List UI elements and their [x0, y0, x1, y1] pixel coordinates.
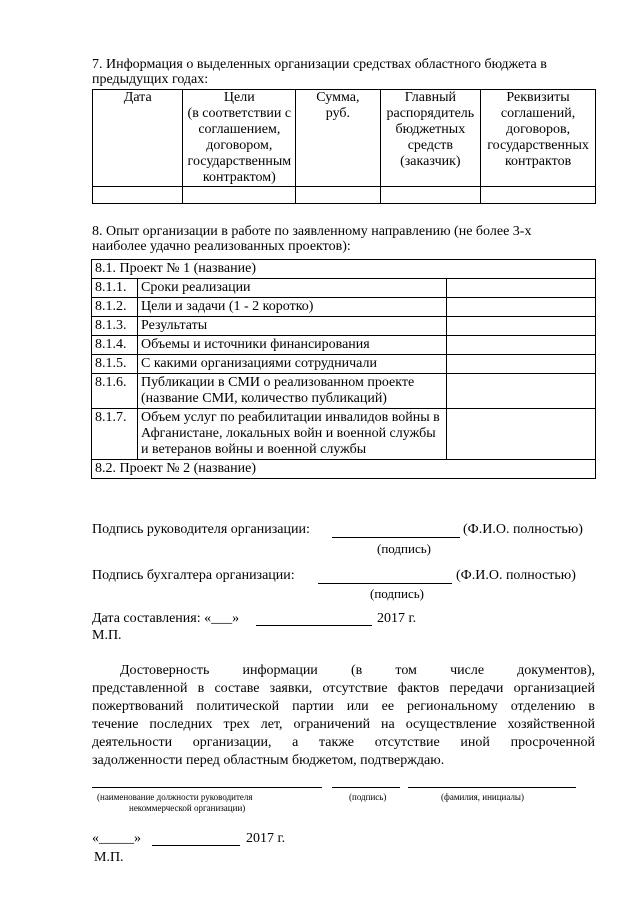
header-amount: Сумма, руб.: [296, 90, 380, 187]
certification-line3: пожертвований политической партии или ее региональному отделению в: [92, 699, 595, 714]
certification-line2: представленной в составе заявки, отсутствие фактов передачи организацией: [92, 681, 595, 696]
row-num: 8.1.1.: [92, 279, 138, 298]
section8-heading: [92, 224, 595, 254]
footer-date-open: «_____»: [92, 831, 141, 846]
caption-signature: (подпись): [349, 792, 387, 802]
certification-line6: задолженности перед областным бюджетом, подтверждаю.: [92, 753, 445, 768]
cell-date[interactable]: [93, 187, 183, 204]
row-label: С какими организациями сотрудничали: [138, 355, 447, 374]
row-num: 8.1.6.: [92, 374, 138, 409]
compile-date-label: Дата составления: «___»: [92, 611, 240, 626]
table-row: [92, 279, 596, 298]
footer-signature-line[interactable]: [332, 787, 400, 788]
stamp-place-2: М.П.: [94, 850, 124, 865]
row-value[interactable]: [447, 374, 596, 409]
project2-title: 8.2. Проект № 2 (название): [92, 460, 596, 479]
table-row: [92, 317, 596, 336]
project2-row: [92, 460, 596, 479]
section8-heading-line1: 8. Опыт организации в работе по заявленному направлению (не более 3-х: [92, 224, 532, 239]
caption-position: [97, 792, 253, 814]
row-label: Публикации в СМИ о реализованном проекте (название СМИ, количество публикаций): [138, 374, 447, 409]
cell-amount[interactable]: [296, 187, 380, 204]
head-signature-suffix: (Ф.И.О. полностью): [463, 522, 583, 537]
compile-date-year: 2017 г.: [377, 611, 417, 626]
row-num: 8.1.3.: [92, 317, 138, 336]
row-value[interactable]: [447, 298, 596, 317]
table-row: [93, 187, 596, 204]
caption-position-2: некоммерческой организации): [129, 803, 246, 813]
accountant-signature-line[interactable]: [318, 583, 452, 584]
row-value[interactable]: [447, 336, 596, 355]
section7-heading-line2: предыдущих годах:: [92, 72, 209, 87]
table-row: [92, 409, 596, 460]
budget-funds-table: [92, 89, 596, 204]
section8-heading-line2: наиболее удачно реализованных проектов):: [92, 239, 351, 254]
cell-administrator[interactable]: [380, 187, 481, 204]
stamp-place-1: М.П.: [92, 628, 122, 643]
table-row: [92, 374, 596, 409]
row-label: Объем услуг по реабилитации инвалидов войны в Афганистане, локальных войн и военной службы и ветеранов войны и военной службы: [138, 409, 447, 460]
head-signature-line[interactable]: [332, 537, 460, 538]
table-header-row: [93, 90, 596, 187]
certification-line4: течение последних трех лет, ограничений на осуществление хозяйственной: [92, 717, 595, 732]
row-num: 8.1.2.: [92, 298, 138, 317]
project1-title: 8.1. Проект № 1 (название): [92, 260, 596, 279]
head-signature-label: Подпись руководителя организации:: [92, 522, 310, 537]
row-num: 8.1.7.: [92, 409, 138, 460]
accountant-signature-label: Подпись бухгалтера организации:: [92, 568, 295, 583]
row-num: 8.1.5.: [92, 355, 138, 374]
row-label: Результаты: [138, 317, 447, 336]
row-label: Объемы и источники финансирования: [138, 336, 447, 355]
footer-date-line[interactable]: [152, 845, 240, 846]
caption-name: (фамилия, инициалы): [441, 792, 524, 802]
header-date: Дата: [93, 90, 183, 187]
footer-date-year: 2017 г.: [246, 831, 286, 846]
row-label: Сроки реализации: [138, 279, 447, 298]
certification-line5: деятельности организации, а также отсутствие иной просроченной: [92, 735, 595, 750]
certification-line1: Достоверность информации (в том числе документов),: [120, 663, 595, 678]
certification-text: [92, 662, 595, 770]
row-label: Цели и задачи (1 - 2 коротко): [138, 298, 447, 317]
cell-requisites[interactable]: [481, 187, 596, 204]
experience-table: [91, 259, 596, 479]
table-row: [92, 298, 596, 317]
compile-date-line[interactable]: [256, 625, 372, 626]
section7-heading-line1: 7. Информация о выделенных организации средствах областного бюджета в: [92, 57, 547, 72]
row-value[interactable]: [447, 409, 596, 460]
cell-goals[interactable]: [183, 187, 296, 204]
footer-name-line[interactable]: [408, 787, 576, 788]
header-administrator: Главный распорядитель бюджетных средств (заказчик): [380, 90, 481, 187]
position-line[interactable]: [92, 787, 322, 788]
section7-heading: [92, 57, 595, 87]
project1-row: [92, 260, 596, 279]
accountant-signature-sub: (подпись): [370, 586, 424, 601]
row-value[interactable]: [447, 317, 596, 336]
header-requisites: Реквизиты соглашений, договоров, государственных контрактов: [481, 90, 596, 187]
table-row: [92, 355, 596, 374]
caption-position-1: (наименование должности руководителя: [97, 792, 253, 802]
header-goals: Цели (в соответствии с соглашением, договором, государственным контрактом): [183, 90, 296, 187]
accountant-signature-suffix: (Ф.И.О. полностью): [456, 568, 576, 583]
row-value[interactable]: [447, 279, 596, 298]
head-signature-sub: (подпись): [377, 541, 431, 556]
row-num: 8.1.4.: [92, 336, 138, 355]
table-row: [92, 336, 596, 355]
row-value[interactable]: [447, 355, 596, 374]
